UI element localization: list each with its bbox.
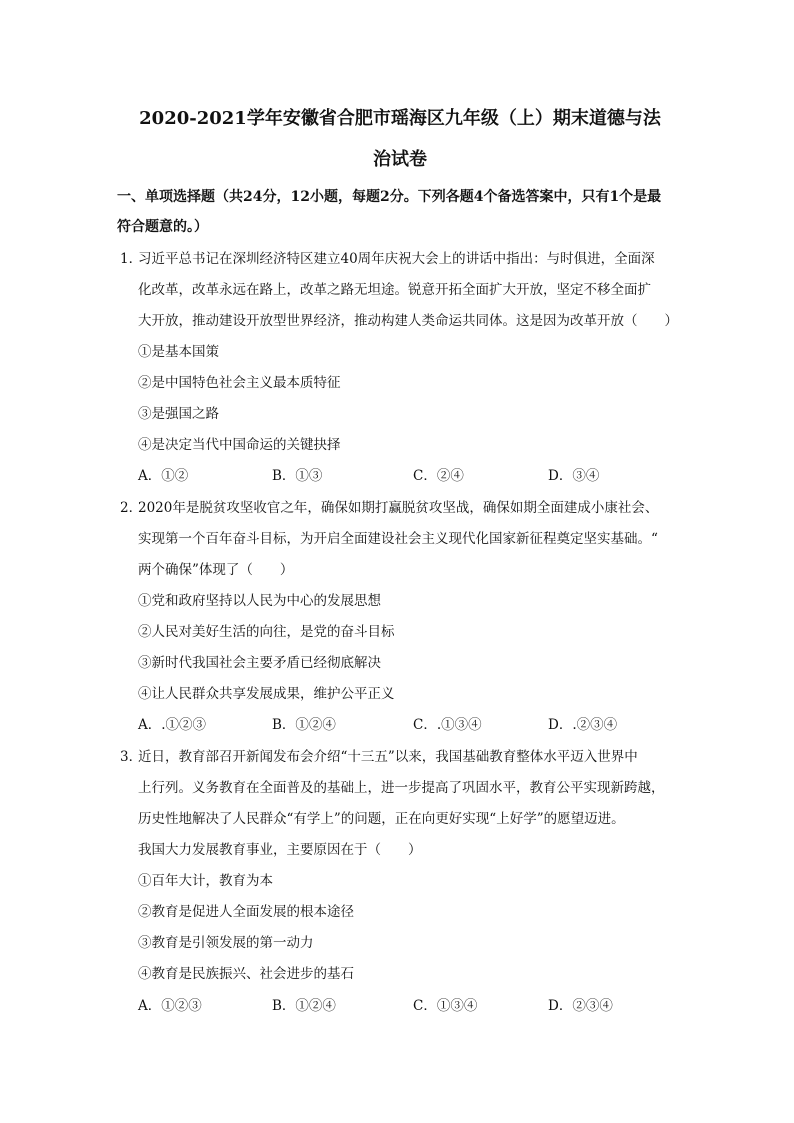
- question-2-option-d: D．.②③④: [548, 717, 618, 733]
- question-1-item-4: ④是决定当代中国命运的关键抉择: [138, 437, 341, 453]
- question-3-option-d: D．②③④: [548, 998, 613, 1014]
- question-3-item-1: ①百年大计，教育为本: [138, 873, 273, 889]
- section-heading-line-2: 符合题意的。）: [117, 219, 208, 235]
- question-1-option-b: B．①③: [272, 468, 323, 484]
- question-3-item-2: ②教育是促进人全面发展的根本途径: [138, 904, 354, 920]
- question-3-stem-line-4: 我国大力发展教育事业，主要原因在于（ ）: [138, 842, 422, 858]
- question-1-option-c: C．②④: [413, 468, 464, 484]
- question-3-stem-line-1: 近日，教育部召开新闻发布会介绍“十三五”以来，我国基础教育整体水平迈入世界中: [138, 749, 638, 765]
- question-1-item-1: ①是基本国策: [138, 344, 219, 360]
- exam-title-line-1: 2020-2021学年安徽省合肥市瑶海区九年级（上）期末道德与法: [139, 108, 661, 129]
- question-2-option-c: C．.①③④: [413, 717, 482, 733]
- exam-title-line-2: 治试卷: [373, 149, 427, 170]
- question-2-item-4: ④让人民群众共享发展成果，维护公平正义: [138, 686, 395, 702]
- section-heading-line-1: 一、单项选择题（共24分，12小题，每题2分。下列各题4个备选答案中，只有1个是最: [117, 189, 662, 205]
- question-3-option-c: C．①③④: [413, 998, 478, 1014]
- question-2-number: 2．: [120, 500, 143, 516]
- question-1-stem-line-1: 习近平总书记在深圳经济特区建立40周年庆祝大会上的讲话中指出：与时俱进，全面深: [138, 251, 655, 267]
- question-1-option-d: D．③④: [548, 468, 600, 484]
- question-2-option-a: A．.①②③: [138, 717, 207, 733]
- question-2-stem-line-1: 2020年是脱贫攻坚收官之年，确保如期打赢脱贫攻坚战，确保如期全面建成小康社会、: [138, 500, 659, 516]
- question-3-option-b: B．①②④: [272, 998, 336, 1014]
- question-1-item-2: ②是中国特色社会主义最本质特征: [138, 375, 341, 391]
- question-3-item-4: ④教育是民族振兴、社会进步的基石: [138, 966, 354, 982]
- question-1-stem-line-2: 化改革，改革永远在路上，改革之路无坦途。锐意开拓全面扩大开放，坚定不移全面扩: [138, 282, 651, 298]
- question-1-item-3: ③是强国之路: [138, 406, 219, 422]
- question-2-option-b: B．①②④: [272, 717, 336, 733]
- question-3-number: 3．: [120, 749, 143, 765]
- question-2-stem-line-3: 两个确保”体现了（ ）: [138, 562, 294, 578]
- question-2-stem-line-2: 实现第一个百年奋斗目标，为开启全面建设社会主义现代化国家新征程奠定坚实基础。“: [138, 531, 658, 547]
- question-3-stem-line-3: 历史性地解决了人民群众“有学上”的问题，正在向更好实现“上好学”的愿望迈进。: [138, 811, 625, 827]
- question-2-item-2: ②人民对美好生活的向往，是党的奋斗目标: [138, 624, 395, 640]
- question-2-item-3: ③新时代我国社会主要矛盾已经彻底解决: [138, 655, 381, 671]
- question-1-option-a: A．①②: [138, 468, 189, 484]
- question-3-option-a: A．①②③: [138, 998, 202, 1014]
- question-2-item-1: ①党和政府坚持以人民为中心的发展思想: [138, 593, 381, 609]
- question-1-number: 1．: [120, 251, 143, 267]
- question-1-stem-line-3: 大开放，推动建设开放型世界经济，推动构建人类命运共同体。这是因为改革开放（ ）: [138, 313, 678, 329]
- question-3-item-3: ③教育是引领发展的第一动力: [138, 935, 314, 951]
- question-3-stem-line-2: 上行列。义务教育在全面普及的基础上，进一步提高了巩固水平，教育公平实现新跨越，: [138, 780, 665, 796]
